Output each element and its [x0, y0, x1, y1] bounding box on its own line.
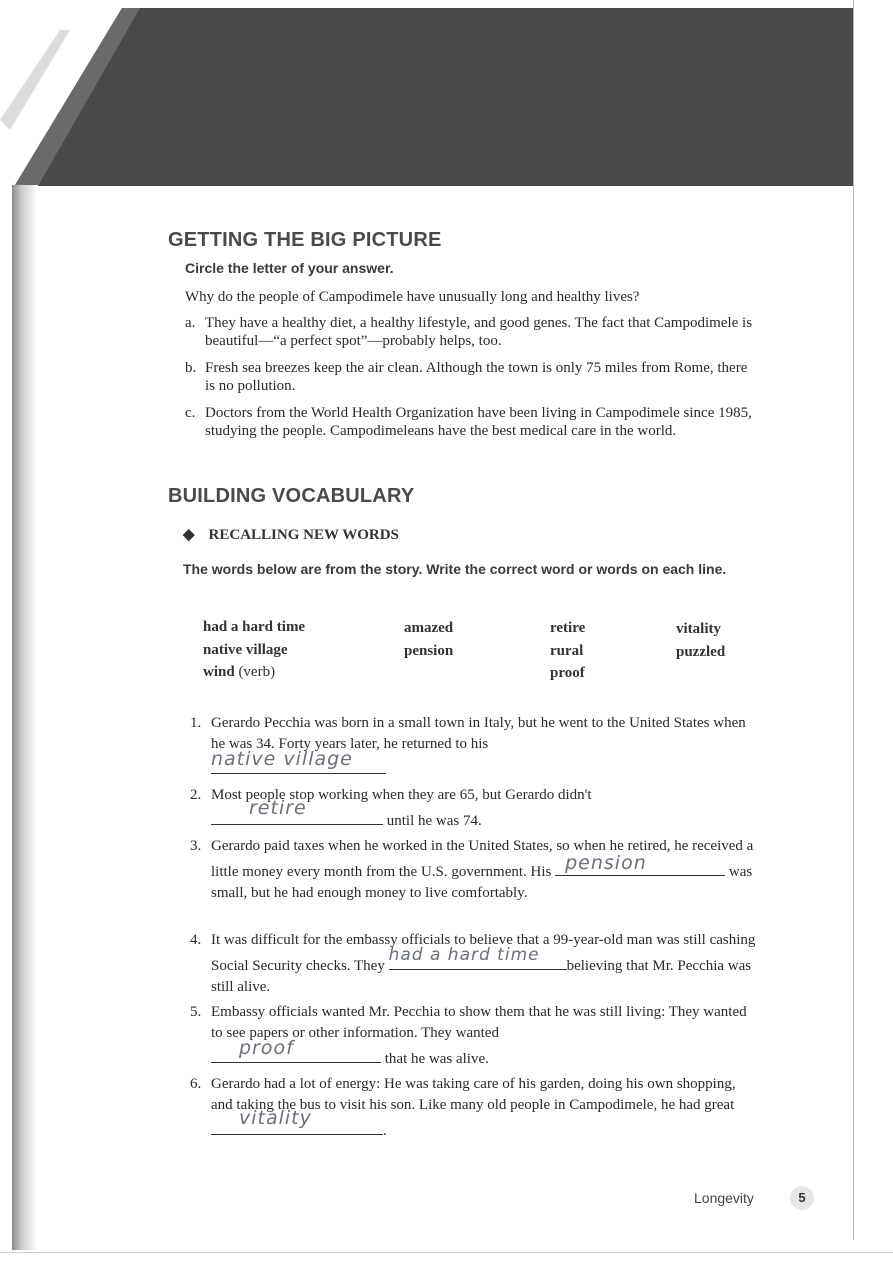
- word-puzzled: puzzled: [676, 644, 726, 660]
- answer-blank[interactable]: [211, 1107, 383, 1135]
- item-text-after: that he was alive.: [384, 1051, 489, 1067]
- word-rural: rural: [550, 643, 584, 659]
- word-wind: [203, 664, 275, 681]
- handwritten-answer: vitality: [239, 1107, 312, 1129]
- answer-blank[interactable]: [211, 1037, 381, 1063]
- handwritten-answer: proof: [239, 1037, 294, 1059]
- answer-option-b[interactable]: [185, 360, 755, 395]
- handwritten-answer: had a hard time: [388, 945, 540, 965]
- answer-blank[interactable]: [211, 748, 386, 774]
- word-native-village: native village: [203, 642, 288, 658]
- word-wind-text: wind: [203, 664, 235, 680]
- answer-blank[interactable]: [211, 797, 383, 825]
- exercise-item-6: [190, 1074, 760, 1142]
- option-text: Fresh sea breezes keep the air clean. Although the town is only 75 miles from Rome, there is no pollution.: [205, 360, 748, 394]
- word-proof: proof: [550, 665, 585, 681]
- word-vitality: vitality: [676, 621, 721, 637]
- word-retire: retire: [550, 620, 586, 636]
- item-number: 5.: [190, 1004, 202, 1020]
- page-number: 5: [790, 1186, 814, 1210]
- item-text-after: believing that Mr. Pecchia was still alive.: [211, 958, 752, 995]
- section-title-big-picture: GETTING THE BIG PICTURE: [168, 229, 442, 251]
- subsection-header: [183, 525, 399, 544]
- subsection-title: RECALLING NEW WORDS: [208, 527, 399, 543]
- item-text: Gerardo had a lot of energy: He was taking care of his garden, doing his own shopping, and taking the bus to visit his son. Like many old people in Campodimele, he had great: [211, 1076, 736, 1113]
- handwritten-answer: retire: [249, 797, 307, 819]
- answer-blank[interactable]: [555, 852, 725, 876]
- option-text: They have a healthy diet, a healthy lifestyle, and good genes. The fact that Campodimele is beautiful—“a perfect spot”—probably helps, too.: [205, 315, 753, 349]
- exercise-item-4: [190, 930, 760, 998]
- option-letter: a.: [185, 315, 196, 331]
- page-bottom-border: [0, 1252, 893, 1253]
- item-text-after: was small, but he had enough money to live comfortably.: [211, 864, 753, 901]
- section-title-vocabulary: BUILDING VOCABULARY: [168, 485, 415, 507]
- item-number: 6.: [190, 1076, 202, 1092]
- word-amazed: amazed: [404, 620, 454, 636]
- option-letter: c.: [185, 405, 196, 421]
- item-text: Gerardo paid taxes when he worked in the United States, so when he retired, he received a little money every month from the U.S. government. His: [211, 838, 754, 880]
- item-text: Most people stop working when they are 65, but Gerardo didn't: [211, 787, 592, 803]
- exercise-item-1: [190, 713, 760, 781]
- dark-banner: [0, 0, 893, 200]
- answer-option-c[interactable]: [185, 405, 755, 440]
- big-picture-instruction: Circle the letter of your answer.: [185, 260, 394, 276]
- word-wind-note: (verb): [238, 664, 276, 680]
- item-text-after: until he was 74.: [386, 813, 482, 829]
- handwritten-answer: pension: [565, 852, 647, 874]
- item-text: Gerardo Pecchia was born in a small town in Italy, but he went to the United States when he was 34. Forty years later, he returned to his: [211, 715, 746, 752]
- word-pension: pension: [404, 643, 454, 659]
- option-letter: b.: [185, 360, 197, 376]
- handwritten-answer: native village: [211, 748, 353, 770]
- page-edge-shadow: [12, 185, 38, 1250]
- item-number: 3.: [190, 838, 202, 854]
- answer-option-a[interactable]: [185, 315, 755, 350]
- item-text-after: .: [383, 1123, 387, 1139]
- exercise-item-2: [190, 785, 760, 832]
- item-number: 4.: [190, 932, 202, 948]
- exercise-item-3: [190, 836, 760, 904]
- item-text: It was difficult for the embassy officials to believe that a 99-year-old man was still cashing Social Security checks. They: [211, 932, 756, 974]
- diamond-bullet-icon: ◆: [183, 527, 195, 543]
- footer-chapter-label: Longevity: [694, 1190, 754, 1206]
- word-had-a-hard-time: had a hard time: [203, 619, 306, 635]
- item-text: Embassy officials wanted Mr. Pecchia to show them that he was still living: They wanted to see papers or other information. They wanted: [211, 1004, 747, 1041]
- item-number: 1.: [190, 715, 202, 731]
- vocab-instruction: The words below are from the story. Write the correct word or words on each line.: [183, 561, 727, 577]
- item-number: 2.: [190, 787, 202, 803]
- answer-blank[interactable]: [388, 945, 567, 970]
- exercise-item-5: [190, 1002, 760, 1070]
- option-text: Doctors from the World Health Organization have been living in Campodimele since 1985, studying the people. Campodimeleans have the best medical care in the world.: [205, 405, 752, 439]
- page-border: [853, 0, 854, 1240]
- big-picture-question: Why do the people of Campodimele have unusually long and healthy lives?: [185, 289, 640, 305]
